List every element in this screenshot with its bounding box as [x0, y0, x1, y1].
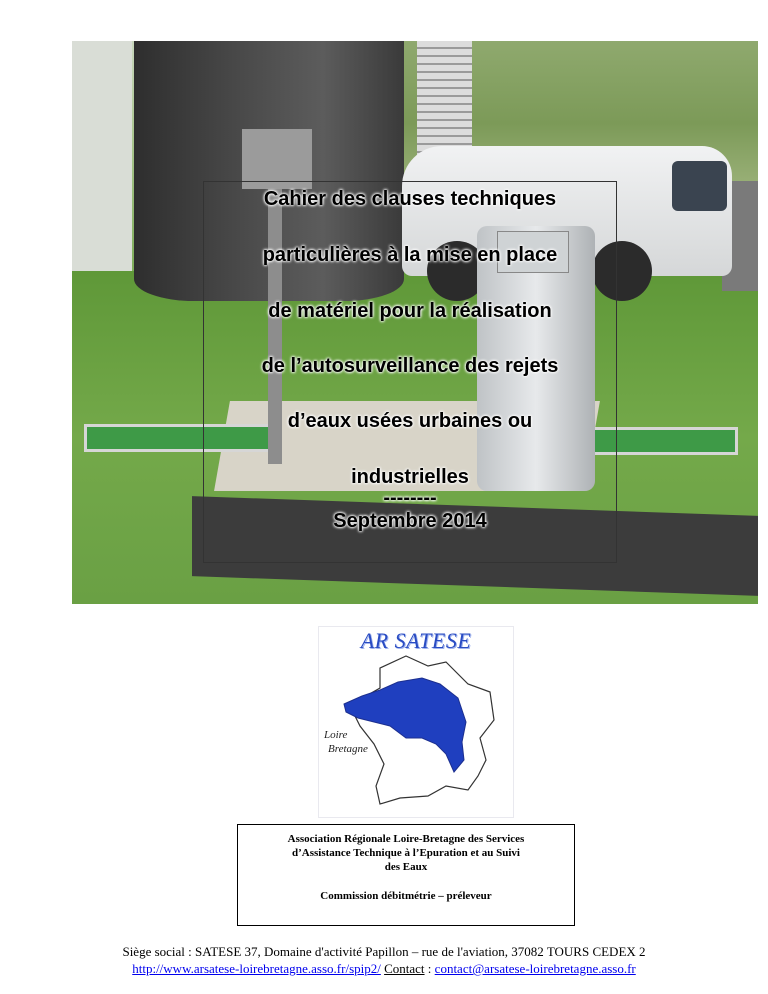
title-line-6: industrielles	[351, 466, 469, 488]
association-line-2: d’Assistance Technique à l’Epuration et au Suivi	[292, 847, 520, 859]
title-date: Septembre 2014	[333, 510, 487, 532]
cover-title-box	[203, 181, 617, 563]
association-box	[237, 824, 575, 926]
ar-satese-logo	[318, 626, 514, 818]
email-link[interactable]: contact@arsatese-loirebretagne.asso.fr	[434, 961, 636, 976]
title-line-4: de l’autosurveillance des rejets	[261, 355, 559, 377]
logo-label-bretagne: Bretagne	[328, 743, 368, 755]
title-line-3: de matériel pour la réalisation	[268, 300, 552, 322]
contact-separator: :	[424, 961, 435, 976]
association-line-1: Association Régionale Loire-Bretagne des Services	[287, 833, 525, 845]
title-separator: --------	[383, 487, 437, 509]
association-line-3: des Eaux	[384, 861, 428, 873]
website-link[interactable]: http://www.arsatese-loirebretagne.asso.fr/spip2/	[132, 961, 381, 976]
logo-label-loire: Loire	[324, 729, 348, 741]
contact-label: Contact	[384, 961, 425, 976]
commission-line: Commission débitmétrie – préleveur	[320, 890, 492, 902]
logo-title: AR SATESE	[360, 628, 472, 653]
france-map-icon	[318, 626, 514, 818]
title-line-5: d’eaux usées urbaines ou	[287, 410, 533, 432]
footer-address: Siège social : SATESE 37, Domaine d'activité Papillon – rue de l'aviation, 37082 TOURS CEDEX 2	[122, 944, 646, 959]
title-line-1: Cahier des clauses techniques	[263, 188, 557, 210]
footer-links	[0, 961, 768, 977]
title-line-2: particulières à la mise en place	[262, 244, 558, 266]
